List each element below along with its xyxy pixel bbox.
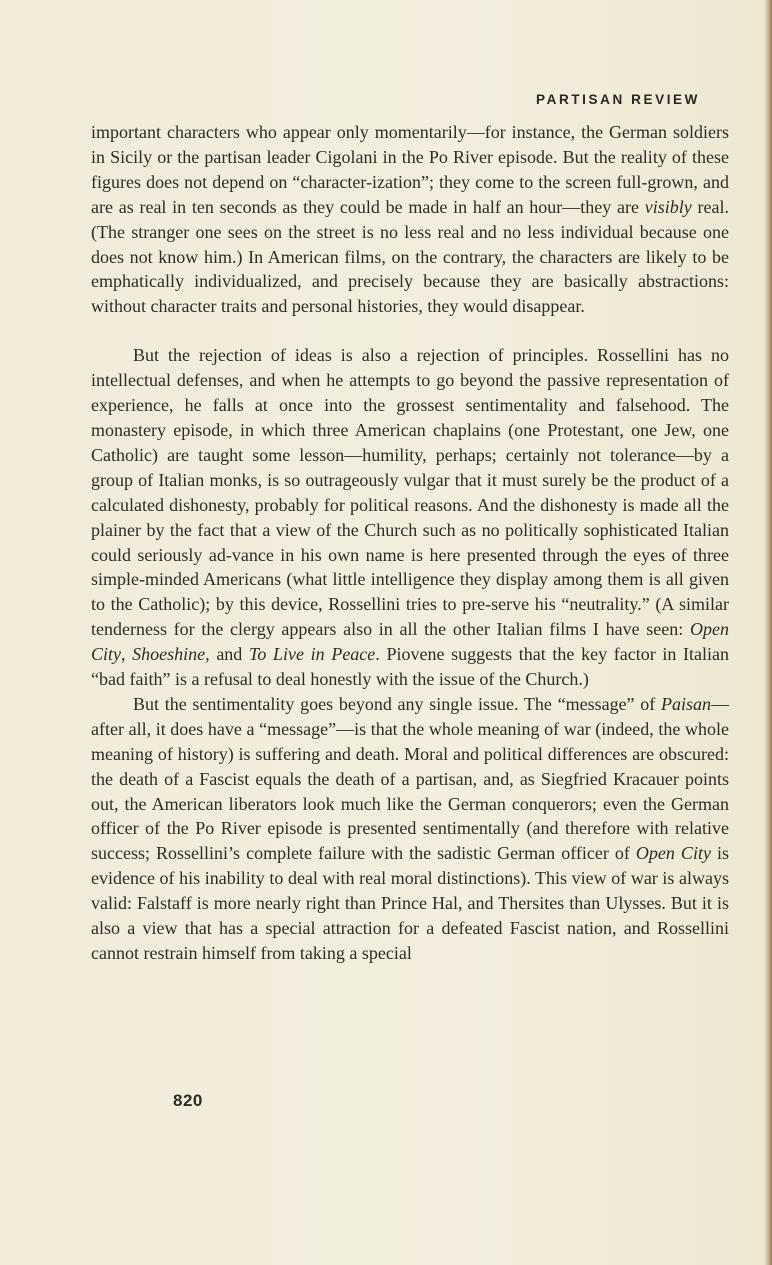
paragraph-1 (91, 120, 729, 319)
italic-span: Open City (635, 843, 711, 864)
text-span: But the sentimentality goes beyond any single issue. The “message” of (133, 693, 661, 714)
text-span: —after all, it does have a “message”—is that the whole meaning of war (indeed, the whole meaning of history) is suffering and death. Moral and political differences are obscured: the death of a Fascist equals the death of a partisan, and, as Siegfried Kracauer points out, the American liberators look much like the German conquerors; even the German officer of the Po River episode is presented sentimentally (and therefore with relative success; Rossellini’s complete failure with the sadistic German officer of (91, 693, 729, 864)
text-span: . Piovene suggests that the key factor in Italian “bad faith” is a refusal to deal honestly with the issue of the Church.) (91, 644, 730, 690)
paragraph-2 (91, 343, 729, 692)
text-span: , (121, 644, 133, 665)
text-span: But the rejection of ideas is also a rejection of principles. Rossellini has no intellectual defenses, and when he attempts to go beyond the passive representation of experience, he falls at once into the grossest sentimentality and falsehood. The monastery episode, in which three American chaplains (one Protestant, one Jew, one Catholic) are taught some lesson—humility, perhaps; certainly not tolerance—by a group of Italian monks, is so outrageously vulgar that it must surely be the product of a calculated dishonesty, probably for political reasons. And the dishonesty is made all the plainer by the fact that a view of the Church such as no politically sophisticated Italian could seriously ad-vance in his own name is here presented through the eyes of three simple-minded Americans (what little intelligence they display among them is all given to the Catholic); by this device, Rossellini tries to pre-serve his “neutrality.” (A similar tenderness for the clergy appears also in all the other Italian films I have seen: (91, 345, 729, 640)
italic-span: Paisan (660, 693, 711, 714)
italic-span: Open City (91, 619, 729, 665)
paragraph-3 (91, 692, 729, 966)
text-span: important characters who appear only momentarily—for instance, the German soldiers in Sicily or the partisan leader Cigolani in the Po River episode. But the reality of these figures does not depend on “character-ization”; they come to the screen full-grown, and are as real in ten seconds as they could be made in half an hour—they are (91, 122, 729, 217)
text-span: real. (The stranger one sees on the street is no less real and no less individual because one does not know him.) In American films, on the contrary, the characters are likely to be emphatically individualized, and precisely because they are basically abstractions: without character traits and personal histories, they would disappear. (91, 196, 729, 317)
text-span: is evidence of his inability to deal with real moral distinctions). This view of war is always valid: Falstaff is more nearly right than Prince Hal, and Thersites than Ulysses. But it is also a view that has a special attraction for a defeated Fascist nation, and Rossellini cannot restrain himself from taking a special (91, 843, 729, 963)
page-number: 820 (173, 1091, 203, 1110)
text-span: and (209, 644, 249, 665)
page-edge-shadow (764, 0, 772, 1265)
body-text (91, 120, 729, 966)
italic-span: Shoeshine, (132, 644, 210, 665)
italic-span: visibly (644, 196, 692, 217)
running-head: PARTISAN REVIEW (536, 92, 701, 107)
italic-span: To Live in Peace (248, 644, 376, 665)
